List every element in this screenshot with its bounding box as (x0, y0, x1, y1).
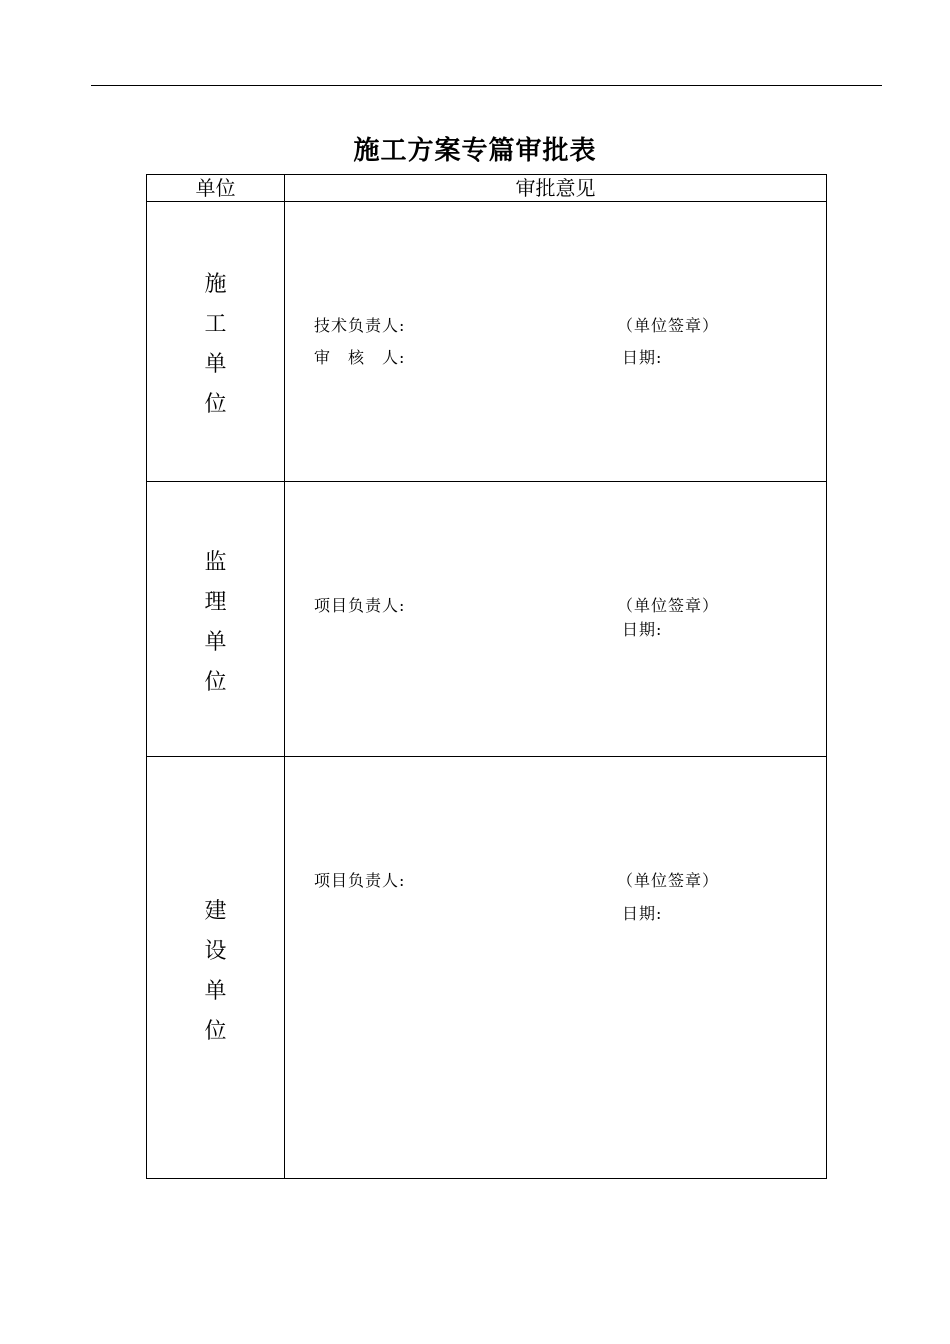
construction-unit-label (147, 265, 284, 425)
date-field: 日期: (622, 620, 663, 639)
unit-seal-label: （单位签章） (617, 871, 720, 890)
unit-char: 位 (204, 1019, 227, 1044)
unit-column-header: 单位 (195, 176, 236, 200)
unit-char: 位 (204, 670, 227, 695)
unit-char: 设 (204, 939, 227, 964)
row-divider (147, 481, 826, 482)
approval-table (146, 174, 827, 1179)
unit-char: 建 (204, 899, 227, 924)
opinion-column-header: 审批意见 (515, 176, 596, 200)
unit-char: 理 (204, 590, 227, 615)
owner-unit-label (147, 892, 284, 1052)
date-field: 日期: (622, 348, 663, 367)
unit-char: 单 (204, 352, 227, 377)
unit-seal-label: （单位签章） (617, 316, 720, 335)
unit-char: 施 (204, 272, 227, 297)
header-row-divider (147, 201, 826, 202)
document-title: 施工方案专篇审批表 (353, 136, 597, 166)
date-field: 日期: (622, 904, 663, 923)
project-lead-field: 项目负责人: (314, 871, 406, 890)
supervision-unit-label (147, 543, 284, 703)
unit-char: 位 (204, 392, 227, 417)
row-divider (147, 756, 826, 757)
unit-char: 监 (204, 550, 227, 575)
header-rule (91, 85, 882, 86)
unit-char: 工 (204, 312, 227, 337)
unit-seal-label: （单位签章） (617, 596, 720, 615)
column-divider (284, 175, 285, 1178)
project-lead-field: 项目负责人: (314, 596, 406, 615)
unit-char: 单 (204, 630, 227, 655)
technical-lead-field: 技术负责人: (314, 316, 406, 335)
unit-char: 单 (204, 979, 227, 1004)
reviewer-field: 审 核 人: (314, 348, 406, 367)
